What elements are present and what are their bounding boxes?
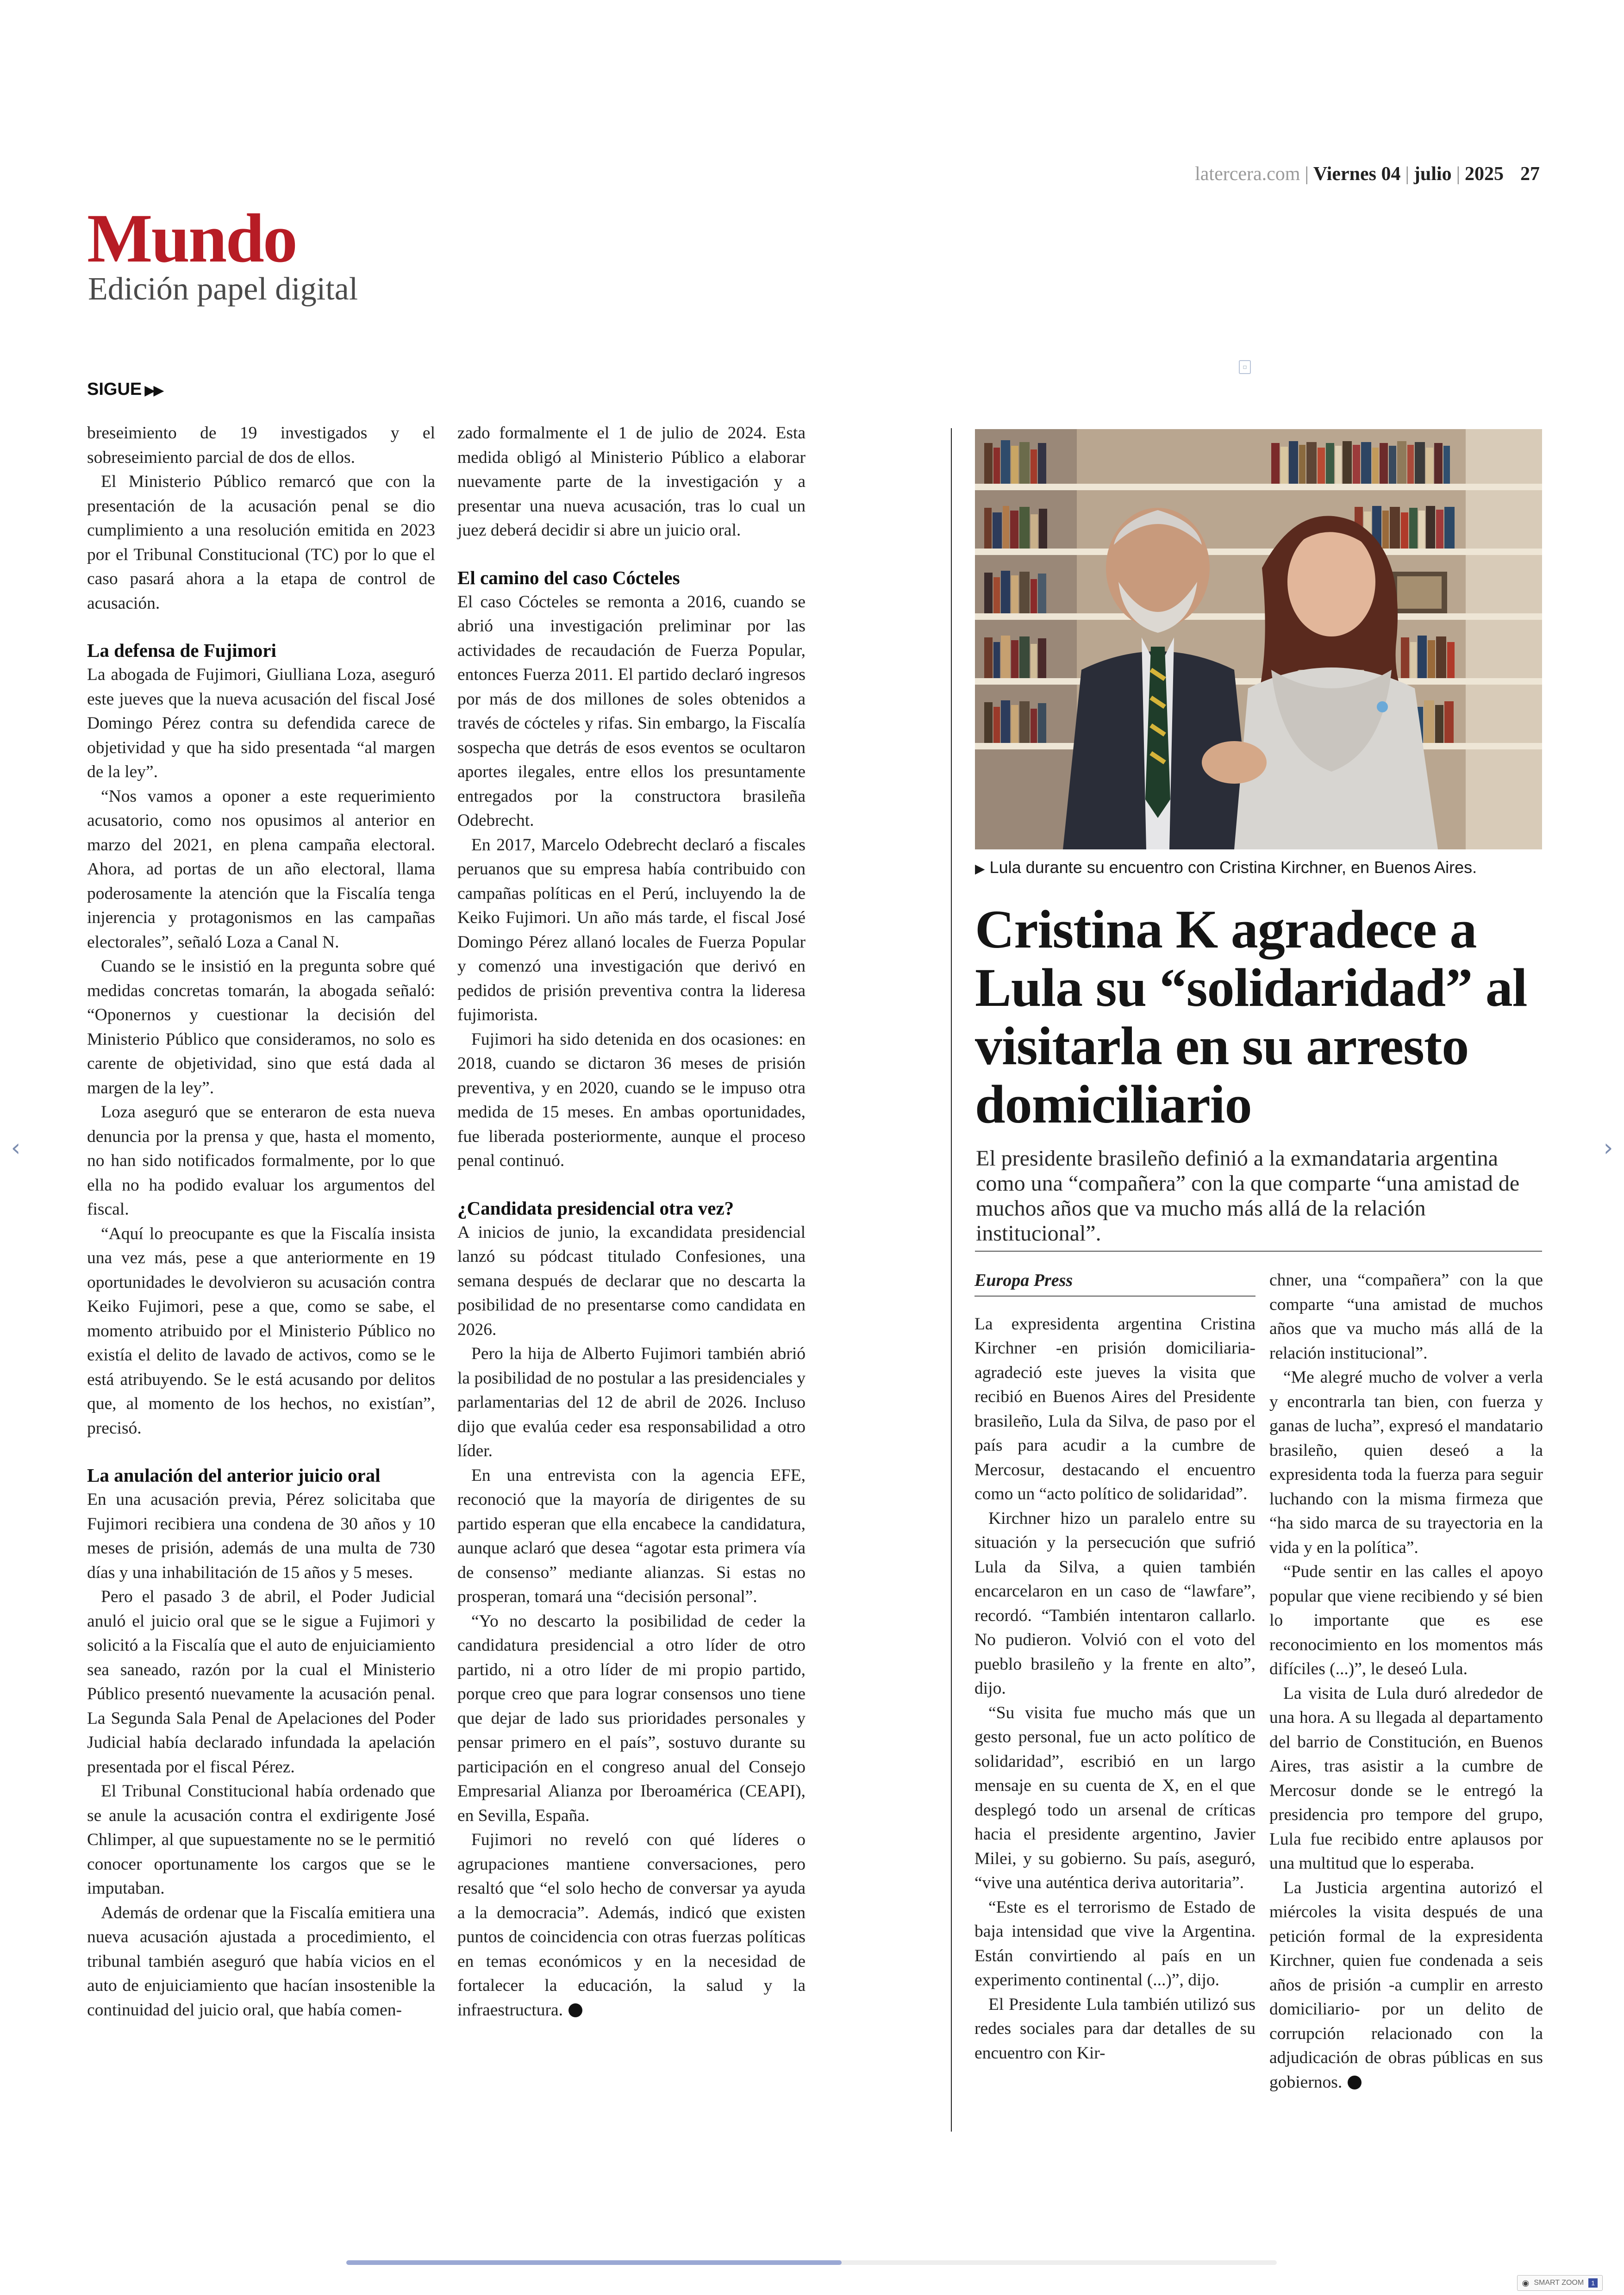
paragraph: “Su visita fue mucho más que un gesto personal, fue un acto político de solidaridad”, escribió en un largo mensaje en su cuenta de X, en el que desplegó todo un arsenal de críticas hacia el presidente argentino, Javier Milei, y su gobierno. Su país, aseguró, “vive una auténtica deriva autoritaria”.	[974, 1703, 1255, 1892]
paragraph: En una acusación previa, Pérez solicitaba que Fujimori recibiera una condena de 30 años y 10 meses de prisión, además de una multa de 730 días y una inhabilitación de 15 años y 5 meses.	[87, 1490, 435, 1582]
continued-label	[87, 380, 162, 399]
article-headline: Cristina K agradece a Lula su “solidaridad” al visitarla en su arresto domiciliario	[975, 899, 1527, 1135]
article-column-3	[974, 1268, 1255, 2065]
date-day: Viernes 04	[1313, 163, 1401, 185]
section-subtitle: Edición papel digital	[88, 271, 358, 307]
article-deck: El presidente brasileño definió a la exmandataria argentina como una “compañera” con la que comparte “una amistad de muchos años que va mucho más allá de la relación institucional”.	[976, 1146, 1520, 1246]
paragraph	[457, 1828, 806, 2022]
paragraph: Loza aseguró que se enteraron de esta nueva denuncia por la prensa y que, hasta el momento, no han sido notificados formalmente, por lo que ella no ha podido evaluar los argumentos del fiscal.	[87, 1103, 435, 1219]
paragraph-text: Fujimori no reveló con qué líderes o agrupaciones mantiene conversaciones, pero resaltó que “el solo hecho de conversar ya ayuda a la democracia”. Además, indicó que existen puntos de coincidencia con otras fuerzas políticas en temas económicos y en la necesidad de fortalecer la educación, la salud y la infraestructura.	[457, 1830, 806, 2020]
paragraph: “Me alegré mucho de volver a verla y encontrarla tan bien, con fuerza y ganas de lucha”, expresó el mandatario brasileño, quien deseó a la expresidenta toda la fuerza para seguir luchando con la misma firmeza que “ha sido marca de su trayectoria en la vida y en la política”.	[1269, 1368, 1543, 1557]
article-column-2	[457, 421, 806, 2022]
paragraph: Pero la hija de Alberto Fujimori también abrió la posibilidad de no postular a las presidenciales y parlamentarias del 12 de abril de 2026. Incluso dijo que evalúa ceder esa responsabilidad a otro líder.	[457, 1344, 806, 1460]
paragraph: El caso Cócteles se remonta a 2016, cuando se abrió una investigación preliminar por las actividades de recaudación de Fuerza Popular, entonces Fuerza 2011. El partido declaró ingresos por más de dos millones de soles obtenidos a través de cócteles y rifas. Sin embargo, la Fiscalía sospecha que detrás de esos eventos se ocultaron aportes ilegales, entre ellos los presuntamente entregados por la constructora brasileña Odebrecht.	[457, 592, 806, 830]
paragraph: La visita de Lula duró alrededor de una hora. A su llegada al departamento del barrio de Constitución, en Buenos Aires, tras asistir a la cumbre de Mercosur donde se le entregó la presidencia pro tempore del grupo, Lula fue recibido entre aplausos por una multitud que lo esperaba.	[1269, 1684, 1543, 1873]
article-photo	[975, 429, 1542, 849]
scrollbar-thumb[interactable]	[346, 2260, 842, 2265]
paragraph: “Yo no descarto la posibilidad de ceder la candidatura presidencial a otro líder de otro partido, ni a otro líder de mi propio partido, porque creo que para lograr consensos uno tiene que dejar de lado sus prioridades personales y pensar primero en el país”, sostuvo durante su participación en el congreso anual del Consejo Empresarial Alianza por Iberoamérica (CEAPI), en Sevilla, España.	[457, 1611, 806, 1825]
end-mark-icon	[568, 2003, 582, 2017]
subheading: La defensa de Fujimori	[87, 640, 276, 661]
site-name: latercera.com	[1195, 163, 1300, 185]
article-column-4	[1269, 1268, 1543, 2095]
paragraph: breseimiento de 19 investigados y el sobreseimiento parcial de dos de ellos.	[87, 424, 435, 467]
paragraph: Cuando se le insistió en la pregunta sobre qué medidas concretas tomarán, la abogada señaló: “Oponernos y cuestionar la decisión del Ministerio Público que consideramos, no solo es carente de objetividad, sino que está dada al margen de la ley”.	[87, 957, 435, 1098]
eye-icon: ◉	[1522, 2278, 1530, 2288]
paragraph: Fujimori ha sido detenida en dos ocasiones: en 2018, cuando se dictaron 36 meses de prisión preventiva, y en 2020, cuando se le impuso otra medida de 15 meses. En ambas oportunidades, fue liberada posteriormente, aunque el proceso penal continuó.	[457, 1029, 806, 1170]
caption-text: Lula durante su encuentro con Cristina Kirchner, en Buenos Aires.	[989, 858, 1477, 877]
paragraph: El Tribunal Constitucional había ordenado que se anule la acusación contra el exdirigente José Chlimper, al que supuestamente no se le permitió conocer oportunamente los cargos que se le imputaban.	[87, 1782, 435, 1898]
subheading: El camino del caso Cócteles	[457, 567, 680, 588]
date-month: julio	[1413, 163, 1452, 185]
paragraph	[1269, 1876, 1543, 2095]
smart-zoom-button[interactable]	[1517, 2275, 1603, 2291]
paragraph: “Nos vamos a oponer a este requerimiento acusatorio, como nos opusimos al anterior en marzo del 2021, en plena campaña electoral. Ahora, ad portas de un año electoral, llama poderosamente la atención que la Fiscalía tenga injerencia y protagonismos en las campañas electorales”, señaló Loza a Canal N.	[87, 786, 435, 952]
paragraph: La abogada de Fujimori, Giulliana Loza, aseguró este jueves que la nueva acusación del fiscal José Domingo Pérez contra su defendida carece de objetividad y que ha sido presentada “al margen de la ley”.	[87, 665, 435, 781]
article-column-1	[87, 421, 435, 2022]
paragraph: El Presidente Lula también utilizó sus redes sociales para dar detalles de su encuentro con Kir-	[974, 1995, 1255, 2063]
section-title: Mundo	[87, 200, 296, 277]
chevron-left-icon[interactable]: ‹	[11, 1134, 21, 1162]
paragraph: Además de ordenar que la Fiscalía emitiera una nueva acusación ajustada a procedimiento, el tribunal también aseguró que había vicios en el auto de enjuiciamiento que hacían insostenible la continuidad del juicio oral, que había comen-	[87, 1903, 435, 2020]
paragraph: chner, una “compañera” con la que comparte “una amistad de muchos años que va mucho más allá de la relación institucional”.	[1269, 1271, 1543, 1363]
bookmark-icon[interactable]: ▫	[1239, 360, 1251, 374]
double-arrow-icon: ▶▶	[144, 383, 162, 398]
paragraph: “Aquí lo preocupante es que la Fiscalía insista una vez más, pese a que anteriormente en 19 oportunidades le devolvieron su acusación contra Keiko Fujimori, pese a que, como se sabe, el momento atribuido por el Ministerio Público no existía el delito de lavado de activos, como se le está atribuyendo. Se le está acusando por delitos que, al momento de los hechos, no existían”, precisó.	[87, 1224, 435, 1438]
column-divider	[951, 428, 952, 2132]
paragraph: Kirchner hizo un paralelo entre su situación y la persecución que sufrió Lula da Silva, a quien también encarcelaron en un caso de “lawfare”, recordó. “También intentaron callarlo. No pudieron. Volvió con el voto del pueblo brasileño y la frente en alto”, dijo.	[974, 1509, 1255, 1698]
smart-zoom-label: SMART ZOOM	[1534, 2279, 1584, 2287]
paragraph: El Ministerio Público remarcó que con la presentación de la acusación penal se dio cumplimiento a una resolución emitida en 2023 por el Tribunal Constitucional (TC) por lo que el caso pasará ahora a la etapa de control de acusación.	[87, 472, 435, 613]
paragraph: A inicios de junio, la excandidata presidencial lanzó su pódcast titulado Confesiones, una semana después de declarar que no descarta la posibilidad de no presentarse como candidata en 2026.	[457, 1222, 806, 1339]
paragraph-text: La Justicia argentina autorizó el miércoles la visita después de una petición formal de la expresidenta Kirchner, quien fue condenada a seis años de prisión -a cumplir en arresto domiciliario- por un delito de corrupción relacionado con la adjudicación de obras públicas en sus gobiernos.	[1269, 1878, 1543, 2092]
page-scrollbar[interactable]	[346, 2260, 1277, 2265]
byline: Europa Press	[974, 1268, 1255, 1297]
page-masthead: latercera.com | Viernes 04 | julio | 2025 27	[1195, 163, 1540, 185]
deck-divider	[975, 1251, 1542, 1252]
paragraph: La expresidenta argentina Cristina Kirchner -en prisión domiciliaria- agradeció este jueves la visita que recibió en Buenos Aires del Presidente brasileño, Lula da Silva, de paso por el país para acudir a la cumbre de Mercosur, destacando el encuentro como un “acto político de solidaridad”.	[974, 1314, 1255, 1503]
zoom-badge: 1	[1588, 2278, 1598, 2288]
photo-caption	[975, 858, 1477, 877]
paragraph: En una entrevista con la agencia EFE, reconoció que la mayoría de dirigentes de su partido esperan que ella encabece la candidatura, aunque aclaró que desea “agotar esta primera vía de consenso” mediante alianzas. Si estas no prosperan, tomará una “decisión personal”.	[457, 1466, 806, 1606]
end-mark-icon	[1348, 2076, 1362, 2089]
subheading: La anulación del anterior juicio oral	[87, 1465, 381, 1486]
play-triangle-icon: ▶	[975, 861, 985, 876]
paragraph: zado formalmente el 1 de julio de 2024. Esta medida obligó al Ministerio Público a elaborar nuevamente parte de la investigación y a presentar una nueva acusación, tras lo cual un juez deberá decidir si abre un juicio oral.	[457, 424, 806, 540]
page-number: 27	[1520, 163, 1540, 185]
date-year: 2025	[1465, 163, 1504, 185]
paragraph: “Este es el terrorismo de Estado de baja intensidad que vive la Argentina. Están convirtiendo al país en un experimento continental (...)”, dijo.	[974, 1897, 1255, 1989]
subheading: ¿Candidata presidencial otra vez?	[457, 1197, 734, 1219]
sigue-text: SIGUE	[87, 380, 142, 399]
paragraph: En 2017, Marcelo Odebrecht declaró a fiscales peruanos que su empresa había contribuido con campañas políticas en el Perú, incluyendo la de Keiko Fujimori. Un año más tarde, el fiscal José Domingo Pérez allanó locales de Fuerza Popular y comenzó una investigación que derivó en pedidos de prisión preventiva contra la lideresa fujimorista.	[457, 835, 806, 1024]
paragraph: “Pude sentir en las calles el apoyo popular que viene recibiendo y sé bien lo importante que es ese reconocimiento en los momentos más difíciles (...)”, le deseó Lula.	[1269, 1562, 1543, 1678]
paragraph: Pero el pasado 3 de abril, el Poder Judicial anuló el juicio oral que se le sigue a Fujimori y solicitó a la Fiscalía que el auto de enjuiciamiento sea saneado, razón por la cual el Ministerio Público presentó nuevamente la acusación penal. La Segunda Sala Penal de Apelaciones del Poder Judicial había declarado infundada la apelación presentada por el fiscal Pérez.	[87, 1587, 435, 1777]
chevron-right-icon[interactable]: ›	[1603, 1134, 1613, 1162]
